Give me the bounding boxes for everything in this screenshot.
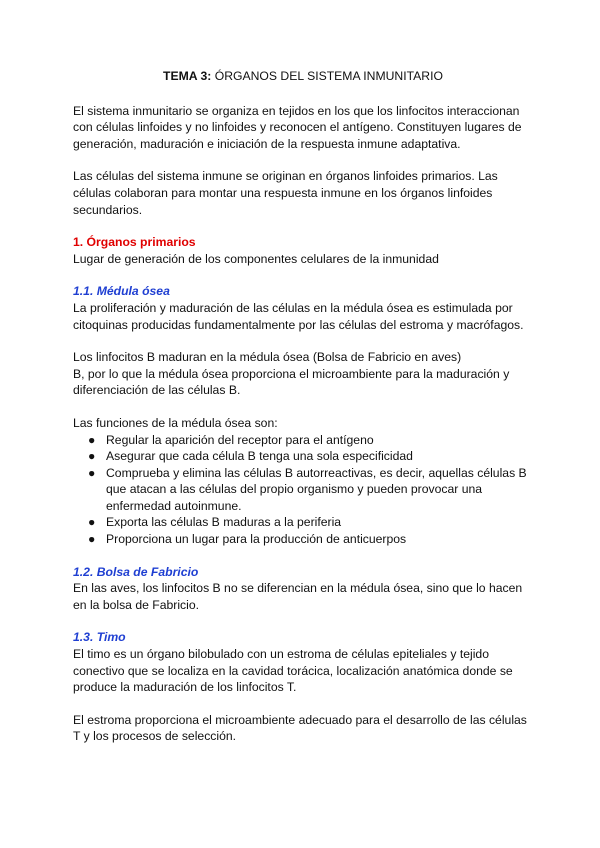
- section-heading-1-2: 1.2. Bolsa de Fabricio: [73, 564, 199, 579]
- medula-paragraph-2: [73, 349, 533, 399]
- timo-paragraph-1: El timo es un órgano bilobulado con un estroma de células epiteliales y tejido conectivo que se localiza en la cavidad torácica, localización anatómica donde se produce la maduración de los linfocitos T.: [73, 647, 513, 695]
- section-heading-1: 1. Órganos primarios: [73, 235, 196, 250]
- section-1-text: Lugar de generación de los componentes celulares de la inmunidad: [73, 251, 439, 266]
- medula-paragraph-1: La proliferación y maduración de las células en la médula ósea es estimulada por citoquinas producidas fundamentalmente por las células del estroma y macrófagos.: [73, 300, 524, 332]
- list-item: [73, 432, 533, 449]
- functions-list: [73, 432, 533, 548]
- intro-paragraph-1: El sistema inmunitario se organiza en tejidos en los que los linfocitos interaccionan con células linfoides y no linfoides y reconocen el antígeno. Constituyen lugares de generación, maduración e iniciación de la respuesta inmune adaptativa.: [73, 103, 522, 151]
- intro-paragraph-2: Las células del sistema inmune se originan en órganos linfoides primarios. Las células colaboran para montar una respuesta inmune en los órganos linfoides secundarios.: [73, 169, 498, 217]
- section-organos-primarios: [73, 234, 533, 267]
- list-item: [73, 465, 533, 515]
- bullet-icon: ●: [88, 515, 96, 530]
- section-medula-osea: [73, 283, 533, 547]
- list-item-text: Asegurar que cada célula B tenga una sola especificidad: [106, 449, 413, 464]
- page-title: [73, 68, 533, 85]
- bullet-icon: ●: [88, 432, 96, 447]
- bullet-icon: ●: [88, 532, 96, 547]
- list-item-text: Exporta las células B maduras a la periferia: [106, 515, 342, 530]
- list-item-text: Regular la aparición del receptor para el antígeno: [106, 432, 374, 447]
- list-item-text: Proporciona un lugar para la producción de anticuerpos: [106, 532, 407, 547]
- medula-paragraph-2-line-1: Los linfocitos B maduran en la médula ósea (Bolsa de Fabricio en aves): [73, 350, 462, 365]
- list-item: [73, 448, 533, 465]
- title-text: ÓRGANOS DEL SISTEMA INMUNITARIO: [211, 69, 443, 83]
- list-item-text: Comprueba y elimina las células B autorreactivas, es decir, aquellas células B que atacan a las células del propio organismo y pueden provocar una enfermedad autoinmune.: [106, 465, 527, 513]
- section-bolsa-fabricio: [73, 564, 533, 614]
- section-heading-1-3: 1.3. Timo: [73, 630, 126, 645]
- functions-list-intro: Las funciones de la médula ósea son:: [73, 415, 278, 430]
- medula-paragraph-2-line-2: B, por lo que la médula ósea proporciona el microambiente para la maduración y diferenciación de las células B.: [73, 366, 510, 398]
- list-item: [73, 514, 533, 531]
- bullet-icon: ●: [88, 449, 96, 464]
- bullet-icon: ●: [88, 465, 96, 480]
- section-heading-1-1: 1.1. Médula ósea: [73, 284, 170, 299]
- section-timo: [73, 629, 533, 745]
- title-bold: TEMA 3:: [163, 69, 212, 83]
- list-item: [73, 531, 533, 548]
- document-body: [73, 68, 533, 761]
- timo-paragraph-2: El estroma proporciona el microambiente adecuado para el desarrollo de las células T y los procesos de selección.: [73, 712, 527, 744]
- bolsa-paragraph-1: En las aves, los linfocitos B no se diferencian en la médula ósea, sino que lo hacen en la bolsa de Fabricio.: [73, 581, 523, 612]
